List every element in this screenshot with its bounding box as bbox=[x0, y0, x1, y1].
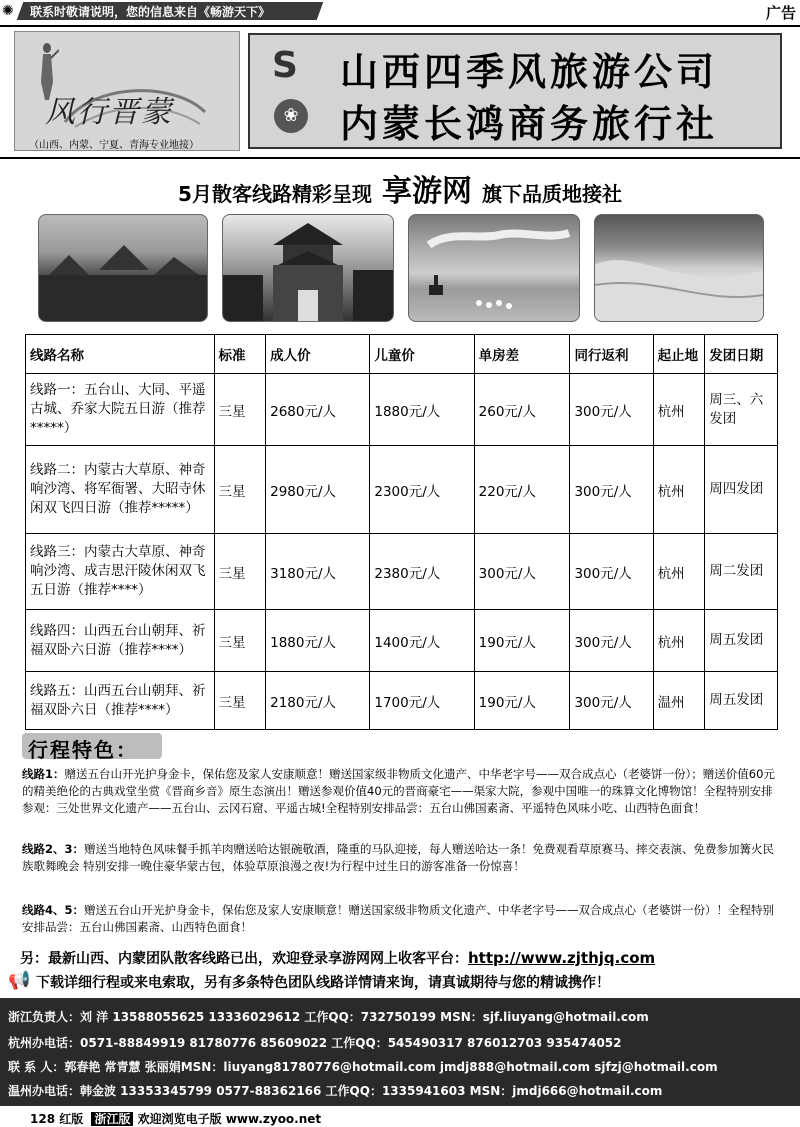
route-rebate: 300元/人 bbox=[570, 534, 653, 610]
route-standard: 三星 bbox=[214, 374, 266, 446]
route-name: 线路二：内蒙古大草原、神奇响沙湾、将军衙署、大昭寺休闲双飞四日游（推荐*****） bbox=[26, 446, 215, 534]
route-adult-price: 2980元/人 bbox=[266, 446, 370, 534]
route-adult-price: 1880元/人 bbox=[266, 610, 370, 672]
route-child-price: 2300元/人 bbox=[370, 446, 474, 534]
route-rebate: 300元/人 bbox=[570, 610, 653, 672]
subtitle-brand: 享游网 bbox=[381, 174, 472, 209]
feature-text: 赠送当地特色风味餐手抓羊肉赠送哈达银碗敬酒，隆重的马队迎接，每人赠送哈达一条！免费观看草原赛马、摔交表演、免费参加篝火民族歌舞晚会 特别安排一晚住豪华蒙古包，体验草原浪漫之夜!为行程中过生日的游客准备一份惊喜！ bbox=[22, 842, 775, 873]
subtitle-part1: 5月散客线路精彩呈现 bbox=[178, 182, 372, 206]
route-single-room: 300元/人 bbox=[474, 534, 570, 610]
feature-text: 赠送五台山开光护身金卡，保佑您及家人安康顺意！赠送国家级非物质文化遗产、中华老字号——双合成点心（老婆饼一份）；赠送价值60元的精美绝伦的古典戏堂坐赏《晋商乡音》原生态演出！赠送参观价值40元的晋商豪宅——渠家大院，参观中国唯一的珠算文化博物馆！全程特别安排参观：三处世界文化遗产——五台山、云冈石窟、平遥古城!全程特别安排品尝：五台山佛国素斋、平遥特色风味小吃、山西特色面食！ bbox=[22, 767, 775, 815]
route-city: 杭州 bbox=[653, 446, 705, 534]
contact-line: 温州办电话：韩金波 13353345799 0577-88362166 工作QQ：1335941603 MSN：jmdj666@hotmail.com bbox=[8, 1084, 663, 1098]
route-city: 杭州 bbox=[653, 610, 705, 672]
feature-route-2-3 bbox=[22, 841, 780, 875]
s-logo-icon: S bbox=[272, 45, 298, 86]
col-departure-city: 起止地 bbox=[653, 335, 705, 374]
table-row bbox=[26, 610, 778, 672]
photo-ancient-city bbox=[222, 214, 394, 322]
route-rebate: 300元/人 bbox=[570, 446, 653, 534]
route-days: 周五发团 bbox=[705, 672, 778, 730]
website-link[interactable]: http://www.zjthjq.com bbox=[468, 949, 656, 967]
feature-text: 赠送五台山开光护身金卡，保佑您及家人安康顺意！赠送国家级非物质文化遗产、中华老字号——双合成点心（老婆饼一份）！全程特别安排品尝：五台山佛国素斋、山西特色面食！ bbox=[22, 903, 775, 934]
logo-text: 风行晋蒙 bbox=[45, 95, 173, 130]
other-notice bbox=[20, 948, 655, 968]
contact-line: 联 系 人：郭春艳 常青慧 张丽娟MSN：liuyang81780776@hotmail.com jmdj888@hotmail.com sjfzj@hotmail.com bbox=[8, 1060, 718, 1074]
route-standard: 三星 bbox=[214, 446, 266, 534]
company-name-1: 山西四季风旅游公司 bbox=[340, 49, 719, 94]
company-box bbox=[248, 33, 782, 149]
header bbox=[0, 25, 800, 159]
col-single-room: 单房差 bbox=[474, 335, 570, 374]
route-child-price: 1880元/人 bbox=[370, 374, 474, 446]
photo-temple bbox=[38, 214, 208, 322]
route-child-price: 1400元/人 bbox=[370, 610, 474, 672]
feature-route-1 bbox=[22, 766, 780, 817]
table-row bbox=[26, 374, 778, 446]
feature-label: 线路1： bbox=[22, 767, 65, 781]
route-standard: 三星 bbox=[214, 534, 266, 610]
col-standard: 标准 bbox=[214, 335, 266, 374]
col-route-name: 线路名称 bbox=[26, 335, 215, 374]
col-departure-days: 发团日期 bbox=[705, 335, 778, 374]
logo-caption: （山西、内蒙、宁夏、青海专业地接） bbox=[29, 140, 199, 151]
route-days: 周四发团 bbox=[705, 446, 778, 534]
route-name: 线路一：五台山、大同、平遥古城、乔家大院五日游（推荐*****） bbox=[26, 374, 215, 446]
photo-grassland bbox=[408, 214, 580, 322]
contact-line: 浙江负责人：刘 洋 13588055625 13336029612 工作QQ：732750199 MSN：sjf.liuyang@hotmail.com bbox=[8, 1010, 649, 1024]
other-notice-text: 另：最新山西、内蒙团队散客线路已出，欢迎登录享游网网上收客平台： bbox=[20, 951, 468, 967]
table-header-row bbox=[26, 335, 778, 374]
photo-desert bbox=[594, 214, 764, 322]
top-strip bbox=[0, 0, 800, 22]
tagline: 欢迎浏览电子版 www.zyoo.net bbox=[137, 1112, 322, 1126]
route-single-room: 190元/人 bbox=[474, 610, 570, 672]
route-city: 杭州 bbox=[653, 374, 705, 446]
route-single-room: 190元/人 bbox=[474, 672, 570, 730]
col-child-price: 儿童价 bbox=[370, 335, 474, 374]
ad-label: 广告 bbox=[765, 4, 796, 22]
route-rebate: 300元/人 bbox=[570, 374, 653, 446]
route-adult-price: 2680元/人 bbox=[266, 374, 370, 446]
route-table bbox=[25, 334, 778, 730]
col-rebate: 同行返利 bbox=[570, 335, 653, 374]
feature-label: 线路4、5： bbox=[22, 903, 85, 917]
route-city: 温州 bbox=[653, 672, 705, 730]
col-adult-price: 成人价 bbox=[266, 335, 370, 374]
edition-label: 红版 bbox=[59, 1112, 84, 1126]
download-notice: 下载详细行程或来电索取，另有多条特色团队线路详情请来询，请真诚期待与您的精诚携作！ bbox=[36, 975, 610, 991]
lotus-logo-icon: ❀ bbox=[274, 99, 308, 133]
route-standard: 三星 bbox=[214, 672, 266, 730]
route-name: 线路五：山西五台山朝拜、祈福双卧六日（推荐****） bbox=[26, 672, 215, 730]
contact-box bbox=[0, 998, 800, 1106]
route-single-room: 260元/人 bbox=[474, 374, 570, 446]
sun-icon: ✺ bbox=[2, 3, 14, 19]
route-child-price: 1700元/人 bbox=[370, 672, 474, 730]
route-adult-price: 2180元/人 bbox=[266, 672, 370, 730]
logo-box bbox=[14, 31, 240, 151]
page-number: 128 bbox=[30, 1112, 56, 1126]
edition-tag: 浙江版 bbox=[91, 1112, 133, 1126]
route-child-price: 2380元/人 bbox=[370, 534, 474, 610]
top-strip-text: 联系时敬请说明，您的信息来自《畅游天下》 bbox=[30, 5, 271, 19]
table-row bbox=[26, 534, 778, 610]
table-row bbox=[26, 672, 778, 730]
company-name-2: 内蒙长鸿商务旅行社 bbox=[340, 101, 719, 146]
subtitle bbox=[0, 166, 800, 210]
route-days: 周五发团 bbox=[705, 610, 778, 672]
route-days: 周三、六发团 bbox=[705, 374, 778, 446]
page-footer bbox=[30, 1110, 321, 1127]
feature-route-4-5 bbox=[22, 902, 780, 936]
route-rebate: 300元/人 bbox=[570, 672, 653, 730]
subtitle-part3: 旗下品质地接社 bbox=[481, 182, 622, 206]
features-title: 行程特色： bbox=[28, 738, 138, 762]
route-days: 周二发团 bbox=[705, 534, 778, 610]
contact-line: 杭州办电话：0571-88849919 81780776 85609022 工作QQ：545490317 876012703 935474052 bbox=[8, 1036, 622, 1050]
route-name: 线路三：内蒙古大草原、神奇响沙湾、成吉思汗陵休闲双飞五日游（推荐****） bbox=[26, 534, 215, 610]
route-single-room: 220元/人 bbox=[474, 446, 570, 534]
route-standard: 三星 bbox=[214, 610, 266, 672]
table-row bbox=[26, 446, 778, 534]
route-adult-price: 3180元/人 bbox=[266, 534, 370, 610]
route-city: 杭州 bbox=[653, 534, 705, 610]
route-name: 线路四：山西五台山朝拜、祈福双卧六日游（推荐****） bbox=[26, 610, 215, 672]
megaphone-icon: 📢 bbox=[8, 970, 31, 991]
feature-label: 线路2、3： bbox=[22, 842, 85, 856]
